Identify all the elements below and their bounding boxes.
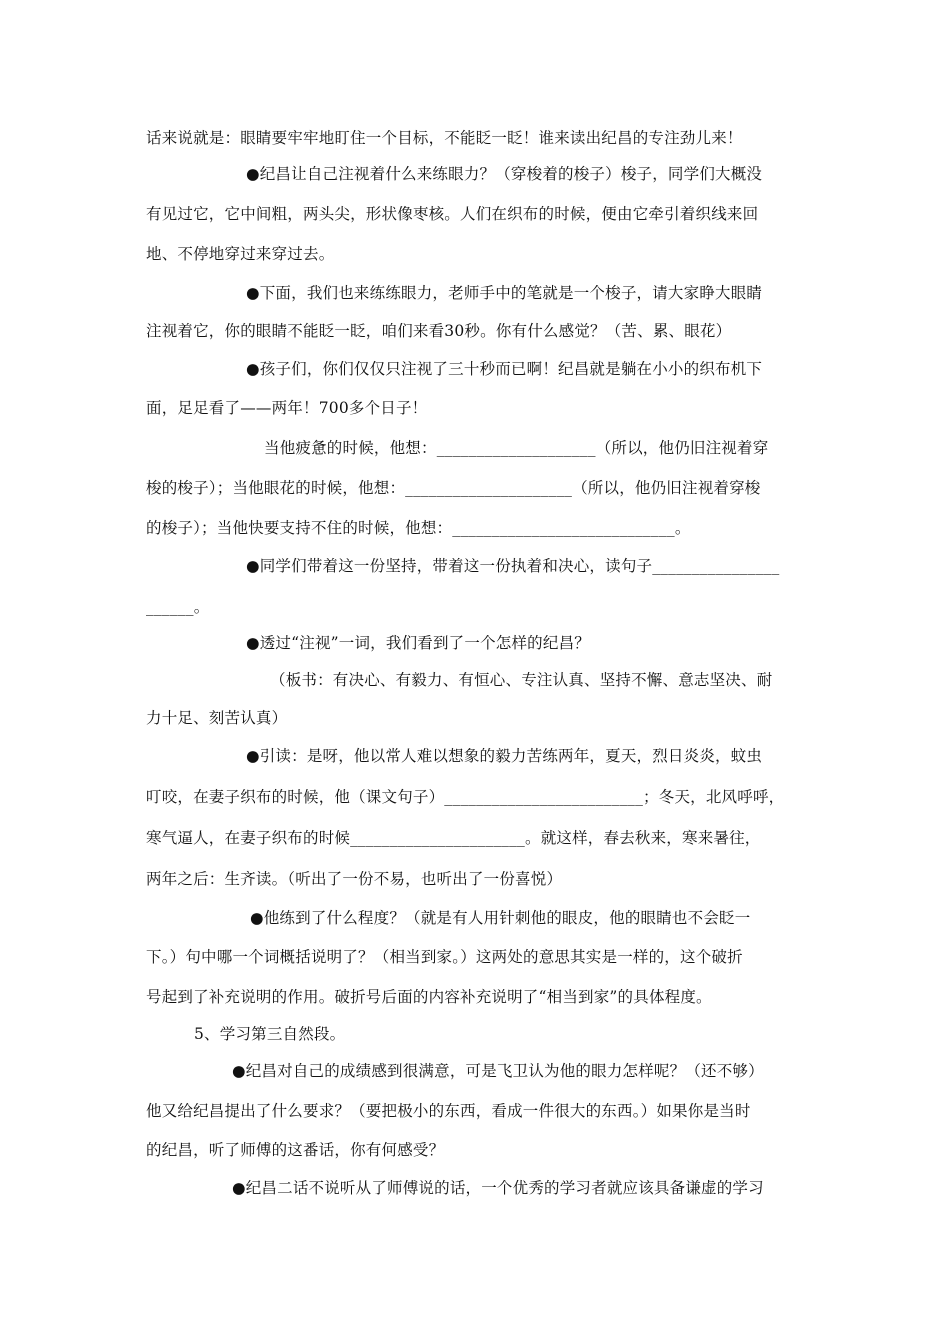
text-line: ●引读：是呀，他以常人难以想象的毅力苦练两年，夏天，烈日炎炎，蚊虫 — [246, 747, 763, 765]
text-line: ______。 — [146, 598, 210, 616]
text-line: 有见过它，它中间粗，两头尖，形状像枣核。人们在织布的时候，便由它牵引着织线来回 — [146, 205, 759, 223]
text-line: ●同学们带着这一份坚持，带着这一份执着和决心，读句子________________ — [246, 557, 780, 575]
text-line: 面，足足看了——两年！700多个日子！ — [146, 399, 428, 417]
text-line: 下。）句中哪一个词概括说明了？（相当到家。）这两处的意思其实是一样的，这个破折 — [146, 948, 743, 966]
text-line: 的梭子）；当他快要支持不住的时候，他想：____________________________。 — [146, 519, 691, 537]
text-line: （板书：有决心、有毅力、有恒心、专注认真、坚持不懈、意志坚决、耐 — [270, 671, 773, 689]
text-line: ●透过“注视”一词，我们看到了一个怎样的纪昌？ — [246, 634, 590, 652]
text-line: 力十足、刻苦认真） — [146, 709, 288, 727]
text-line: 的纪昌，听了师傅的这番话，你有何感受？ — [146, 1141, 445, 1159]
text-line: ●他练到了什么程度？（就是有人用针刺他的眼皮，他的眼睛也不会眨一 — [250, 909, 751, 927]
text-line: 梭的梭子）；当他眼花的时候，他想：_____________________（所以，他仍旧注视着穿梭 — [146, 479, 761, 497]
section-heading: 5、学习第三自然段。 — [194, 1025, 346, 1043]
text-line: 当他疲惫的时候，他想：____________________（所以，他仍旧注视着穿 — [264, 439, 769, 457]
text-line: ●下面，我们也来练练眼力，老师手中的笔就是一个梭子，请大家睁大眼睛 — [246, 284, 763, 302]
text-line: 号起到了补充说明的作用。破折号后面的内容补充说明了“相当到家”的具体程度。 — [146, 988, 712, 1006]
text-line: 注视着它，你的眼睛不能眨一眨，咱们来看30秒。你有什么感觉？（苦、累、眼花） — [146, 322, 732, 340]
text-line: 叮咬，在妻子织布的时候，他（课文句子）_________________________；冬天，北风呼呼， — [146, 788, 785, 806]
text-line: ●孩子们，你们仅仅只注视了三十秒而已啊！纪昌就是躺在小小的织布机下 — [246, 360, 763, 378]
text-line: 他又给纪昌提出了什么要求？（要把极小的东西，看成一件很大的东西。）如果你是当时 — [146, 1102, 751, 1120]
text-line: ●纪昌让自己注视着什么来练眼力？（穿梭着的梭子）梭子，同学们大概没 — [246, 165, 763, 183]
text-line: ●纪昌二话不说听从了师傅说的话，一个优秀的学习者就应该具备谦虚的学习 — [232, 1179, 764, 1197]
text-line: 两年之后：生齐读。（听出了一份不易，也听出了一份喜悦） — [146, 870, 563, 888]
text-line: ●纪昌对自己的成绩感到很满意，可是飞卫认为他的眼力怎样呢？（还不够） — [232, 1062, 764, 1080]
text-line: 寒气逼人，在妻子织布的时候______________________。就这样，春去秋来，寒来暑往， — [146, 829, 761, 847]
text-line: 地、不停地穿过来穿过去。 — [146, 245, 335, 263]
text-line: 话来说就是：眼睛要牢牢地盯住一个目标，不能眨一眨！谁来读出纪昌的专注劲儿来！ — [146, 129, 743, 147]
